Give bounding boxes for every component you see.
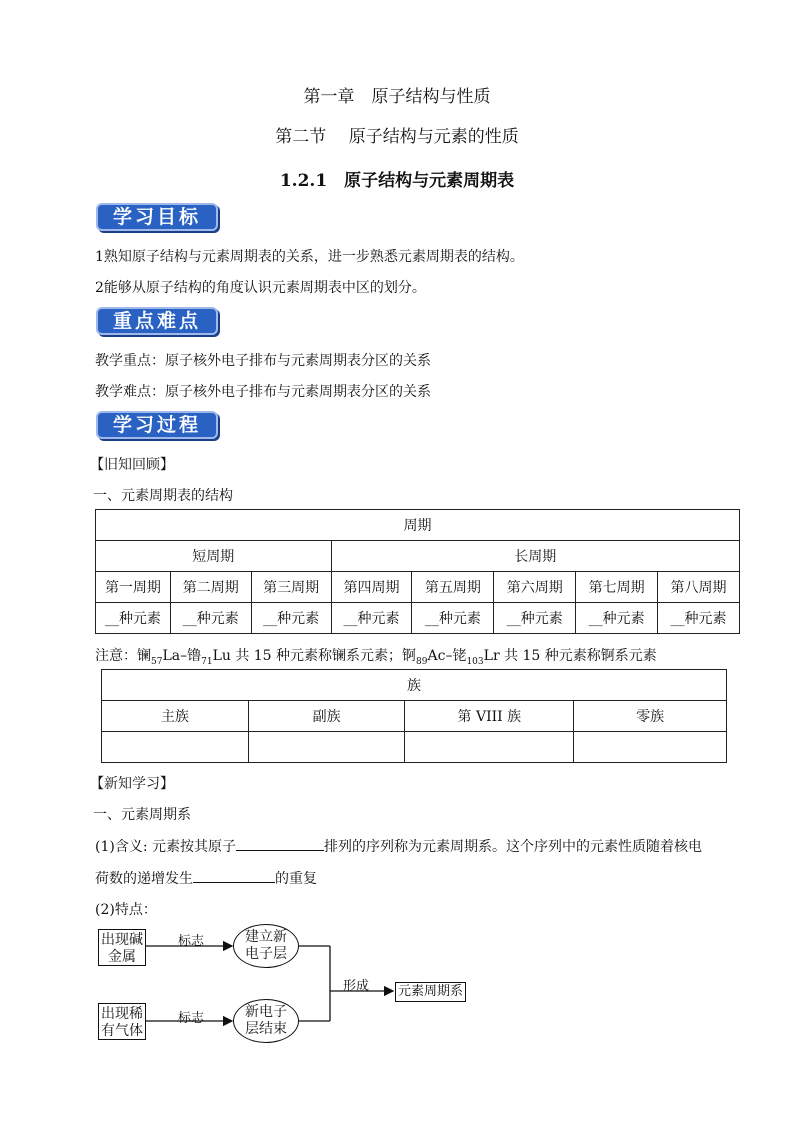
lanthanide-note: 注意：镧$_{57}$La–镥$_{71}$Lu 共 15 种元素称镧系元素；锕$_{89}$Ac–铑$_{103}$Lr 共 15 种元素称锕系元素 xyxy=(95,648,657,667)
group-header: 族 xyxy=(102,670,727,701)
objective-1: 1熟知原子结构与元素周期表的关系，进一步熟悉元素周期表的结构。 xyxy=(95,249,524,265)
lesson-title: 1.2.1 原子结构与元素周期表 xyxy=(279,171,515,191)
group-cell: 副族 xyxy=(248,701,405,732)
element-count-cell: __种元素 xyxy=(658,603,740,634)
teaching-difficulty: 教学难点：原子核外电子排布与元素周期表分区的关系 xyxy=(95,384,431,400)
objective-2: 2能够从原子结构的角度认识元素周期表中区的划分。 xyxy=(95,280,426,296)
period-header: 周期 xyxy=(96,510,740,541)
period-cell: 第五周期 xyxy=(412,572,494,603)
arrow-label-2: 标志 xyxy=(178,1011,205,1026)
new-heading: 【新知学习】 xyxy=(90,776,174,792)
period-cell: 第六周期 xyxy=(494,572,576,603)
objectives-banner: 学习目标 xyxy=(96,203,218,231)
short-period-header: 短周期 xyxy=(96,541,332,572)
period-cell: 第八周期 xyxy=(658,572,740,603)
period-cell: 第三周期 xyxy=(251,572,331,603)
element-count-cell: __种元素 xyxy=(251,603,331,634)
review-heading: 【旧知回顾】 xyxy=(90,457,174,473)
shell-end-oval: 新电子 层结束 xyxy=(233,999,299,1043)
group-cell: 第 VIII 族 xyxy=(405,701,574,732)
group-cell: 零族 xyxy=(574,701,727,732)
period-cell: 第一周期 xyxy=(96,572,171,603)
period-cell: 第七周期 xyxy=(576,572,658,603)
new-subheading: 一、元素周期系 xyxy=(93,807,191,823)
element-count-cell: __种元素 xyxy=(412,603,494,634)
period-cell: 第二周期 xyxy=(170,572,251,603)
arrow-label-1: 标志 xyxy=(178,934,205,949)
element-count-cell: __种元素 xyxy=(494,603,576,634)
alkali-metal-box: 出现碱 金属 xyxy=(98,929,146,966)
element-count-cell: __种元素 xyxy=(576,603,658,634)
long-period-header: 长周期 xyxy=(331,541,739,572)
definition-line-1: (1)含义: 元素按其原子 排列的序列称为元素周期系。这个序列中的元素性质随着核电 xyxy=(95,836,702,856)
process-banner: 学习过程 xyxy=(96,411,218,439)
group-cell: 主族 xyxy=(102,701,249,732)
new-shell-oval: 建立新 电子层 xyxy=(233,924,299,968)
periodic-system-box: 元素周期系 xyxy=(395,982,466,1002)
chapter-title: 第一章 原子结构与性质 xyxy=(303,87,491,107)
definition-line-2: 荷数的递增发生 的重复 xyxy=(95,868,317,888)
element-count-cell: __种元素 xyxy=(331,603,412,634)
section-title: 第二节 原子结构与元素的性质 xyxy=(275,127,519,147)
form-label: 形成 xyxy=(343,979,370,994)
review-subheading: 一、元素周期表的结构 xyxy=(93,488,233,504)
element-count-cell: __种元素 xyxy=(170,603,251,634)
element-count-cell: __种元素 xyxy=(96,603,171,634)
noble-gas-box: 出现稀 有气体 xyxy=(98,1003,146,1040)
feature-label: (2)特点： xyxy=(95,902,157,918)
teaching-focus: 教学重点：原子核外电子排布与元素周期表分区的关系 xyxy=(95,353,431,369)
period-cell: 第四周期 xyxy=(331,572,412,603)
key-points-banner: 重点难点 xyxy=(96,307,218,335)
